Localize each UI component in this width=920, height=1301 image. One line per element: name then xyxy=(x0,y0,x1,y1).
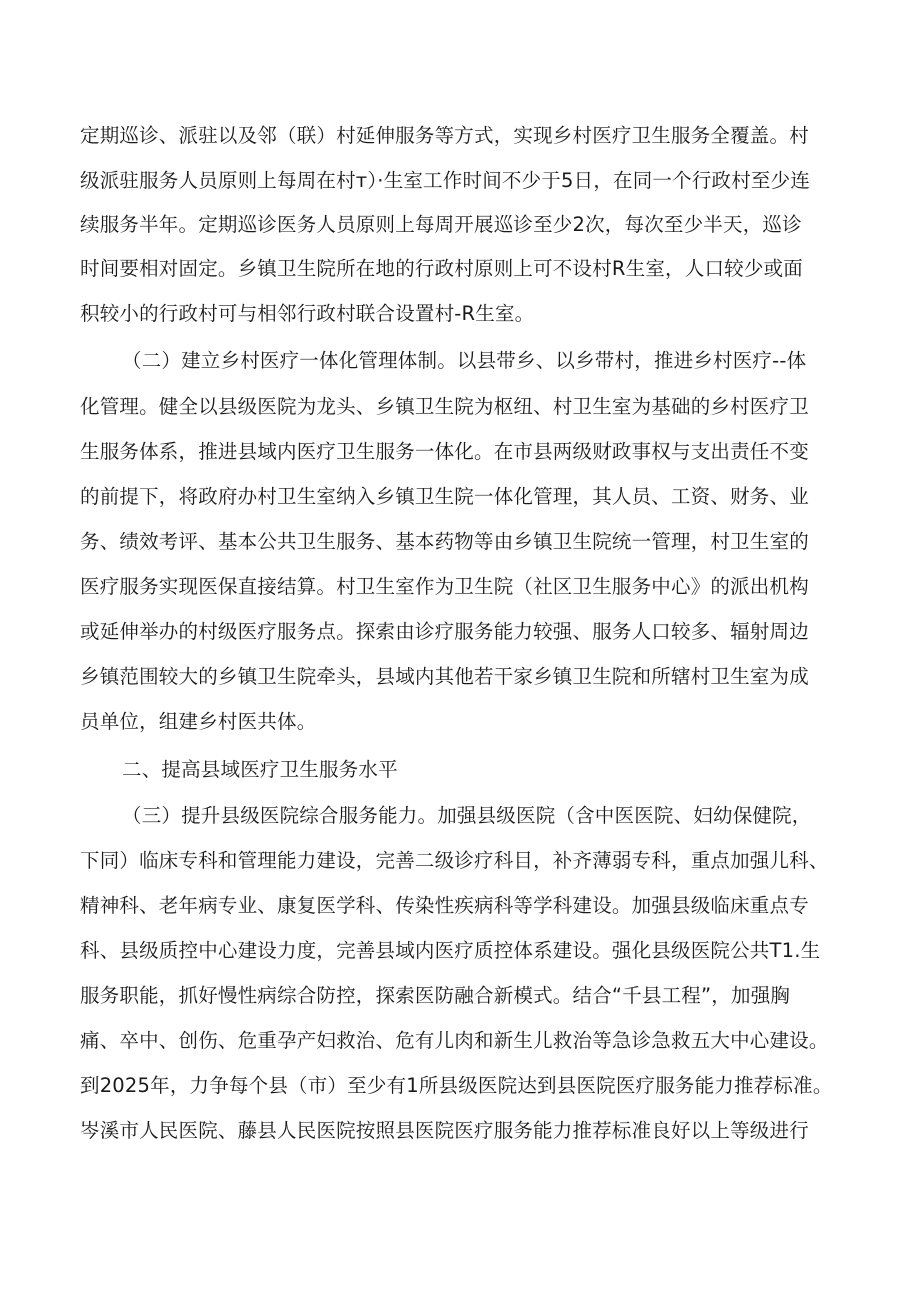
paragraph-line: 定期巡诊、派驻以及邻（联）村延伸服务等方式，实现乡村医疗卫生服务全覆盖。村 xyxy=(80,124,809,147)
paragraph-line: 的前提下，将政府办村卫生室纳入乡镇卫生院一体化管理，其人员、工资、财务、业 xyxy=(80,485,809,508)
paragraph-line: 员单位，组建乡村医共体。 xyxy=(80,710,317,733)
paragraph-line: 医疗服务实现医保直接结算。村卫生室作为卫生院（社区卫生服务中心》的派出机构 xyxy=(80,575,809,598)
paragraph-line: 乡镇范围较大的乡镇卫生院牵头，县域内其他若干家乡镇卫生院和所辖村卫生室为成 xyxy=(80,665,809,688)
paragraph-line: 到2025年，力争每个县（市）至少有1所县级医院达到县医院医疗服务能力推荐标准。 xyxy=(80,1074,833,1097)
paragraph-line: 痛、卒中、创伤、危重孕产妇救治、危有儿肉和新生儿救治等急诊急救五大中心建设。 xyxy=(80,1029,829,1052)
paragraph-line: 续服务半年。定期巡诊医务人员原则上每周开展巡诊至少2次，每次至少半天，巡诊 xyxy=(80,213,802,236)
paragraph-line: 岑溪市人民医院、藤县人民医院按照县医院医疗服务能力推荐标准良好以上等级进行 xyxy=(80,1119,809,1142)
paragraph-line: 务、绩效考评、基本公共卫生服务、基本药物等由乡镇卫生院统一管理，村卫生室的 xyxy=(80,530,809,553)
section-heading: 二、提高县域医疗卫生服务水平 xyxy=(122,758,398,781)
paragraph-line: 化管理。健全以县级医院为龙头、乡镇卫生院为枢纽、村卫生室为基础的乡村医疗卫 xyxy=(80,395,809,418)
paragraph-line: 或延伸举办的村级医疗服务点。探索由诊疗服务能力较强、服务人口较多、辐射周边 xyxy=(80,620,809,643)
paragraph-line: 积较小的行政村可与相邻行政村联合设置村-R生室。 xyxy=(80,302,535,325)
paragraph-line: 下同）临床专科和管理能力建设，完善二级诊疗科目，补齐薄弱专科，重点加强儿科、 xyxy=(80,849,829,872)
paragraph-line: 服务职能，抓好慢性病综合防控，探索医防融合新模式。结合“千县工程”，加强胸 xyxy=(80,984,791,1007)
paragraph-line: 生服务体系，推进县域内医疗卫生服务一体化。在市县两级财政事权与支出责任不变 xyxy=(80,440,809,463)
paragraph-line: 精神科、老年病专业、康复医学科、传染性疾病科等学科建设。加强县级临床重点专 xyxy=(80,894,809,917)
paragraph-line: （三）提升县级医院综合服务能力。加强县级医院（含中医医院、妇幼保健院， xyxy=(122,804,812,827)
paragraph-line: 科、县级质控中心建设力度，完善县域内医疗质控体系建设。强化县级医院公共T1.生 xyxy=(80,939,821,962)
paragraph-line: （二）建立乡村医疗一体化管理体制。以县带乡、以乡带村，推进乡村医疗--体 xyxy=(122,349,807,372)
paragraph-line: 级派驻服务人员原则上每周在村т）·生室工作时间不少于5日，在同一个行政村至少连 xyxy=(80,169,811,192)
paragraph-line: 时间要相对固定。乡镇卫生院所在地的行政村原则上可不设村R生室，人口较少或面 xyxy=(80,257,803,280)
